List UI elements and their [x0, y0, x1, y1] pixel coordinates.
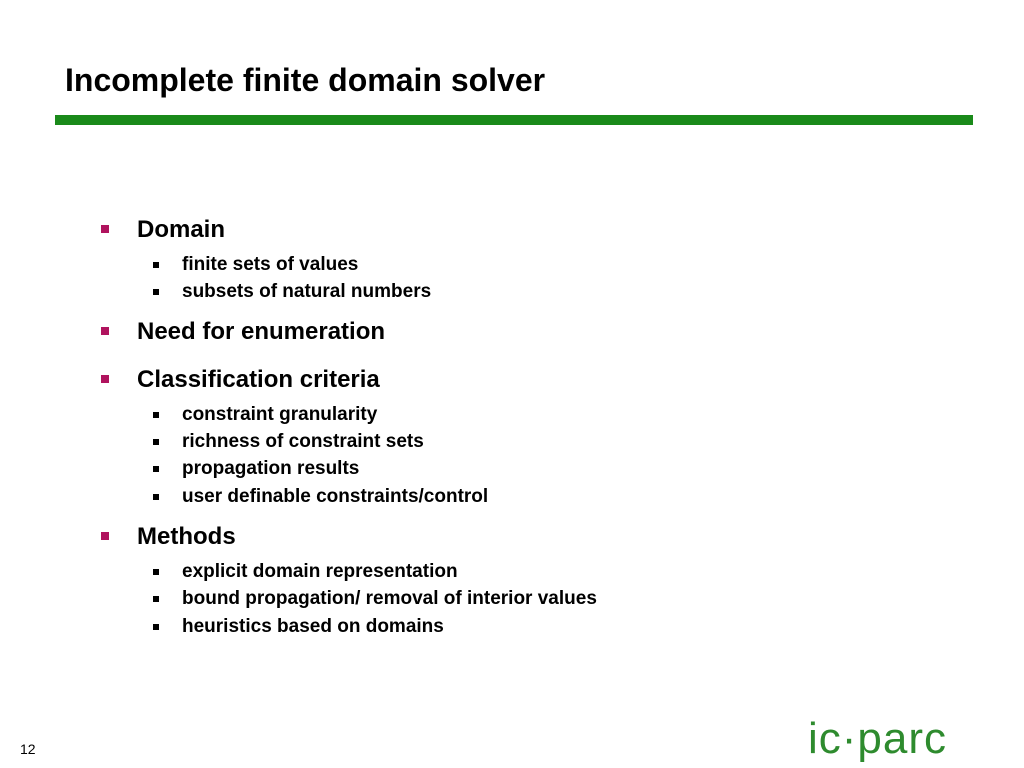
square-bullet-icon: [101, 327, 109, 335]
bullet-label: Classification criteria: [137, 366, 380, 393]
square-bullet-icon: [153, 596, 159, 602]
sub-bullet-label: propagation results: [182, 458, 360, 479]
sub-bullet-label: richness of constraint sets: [182, 431, 424, 452]
bullet-label: Need for enumeration: [137, 318, 386, 345]
sub-bullet-label: bound propagation/ removal of interior values: [182, 588, 597, 609]
square-bullet-icon: [153, 412, 159, 418]
square-bullet-icon: [153, 494, 159, 500]
square-bullet-icon: [153, 439, 159, 445]
sub-bullet-label: finite sets of values: [182, 254, 359, 275]
sub-bullet-label: heuristics based on domains: [182, 616, 444, 637]
square-bullet-icon: [153, 289, 159, 295]
square-bullet-icon: [153, 262, 159, 268]
sub-bullet-label: explicit domain representation: [182, 561, 458, 582]
square-bullet-icon: [153, 569, 159, 575]
sub-bullet-label: user definable constraints/control: [182, 486, 489, 507]
square-bullet-icon: [101, 225, 109, 233]
bullet-label: Domain: [137, 216, 226, 243]
slide-title: Incomplete finite domain solver: [65, 62, 546, 98]
square-bullet-icon: [153, 466, 159, 472]
page-number: 12: [20, 741, 36, 757]
sub-bullet-label: constraint granularity: [182, 404, 378, 425]
ic-parc-logo: [808, 714, 983, 768]
square-bullet-icon: [101, 532, 109, 540]
square-bullet-icon: [153, 624, 159, 630]
sub-bullet-label: subsets of natural numbers: [182, 281, 432, 302]
square-bullet-icon: [101, 375, 109, 383]
logo-text: ic·parc: [808, 714, 948, 763]
bullet-label: Methods: [137, 523, 236, 550]
